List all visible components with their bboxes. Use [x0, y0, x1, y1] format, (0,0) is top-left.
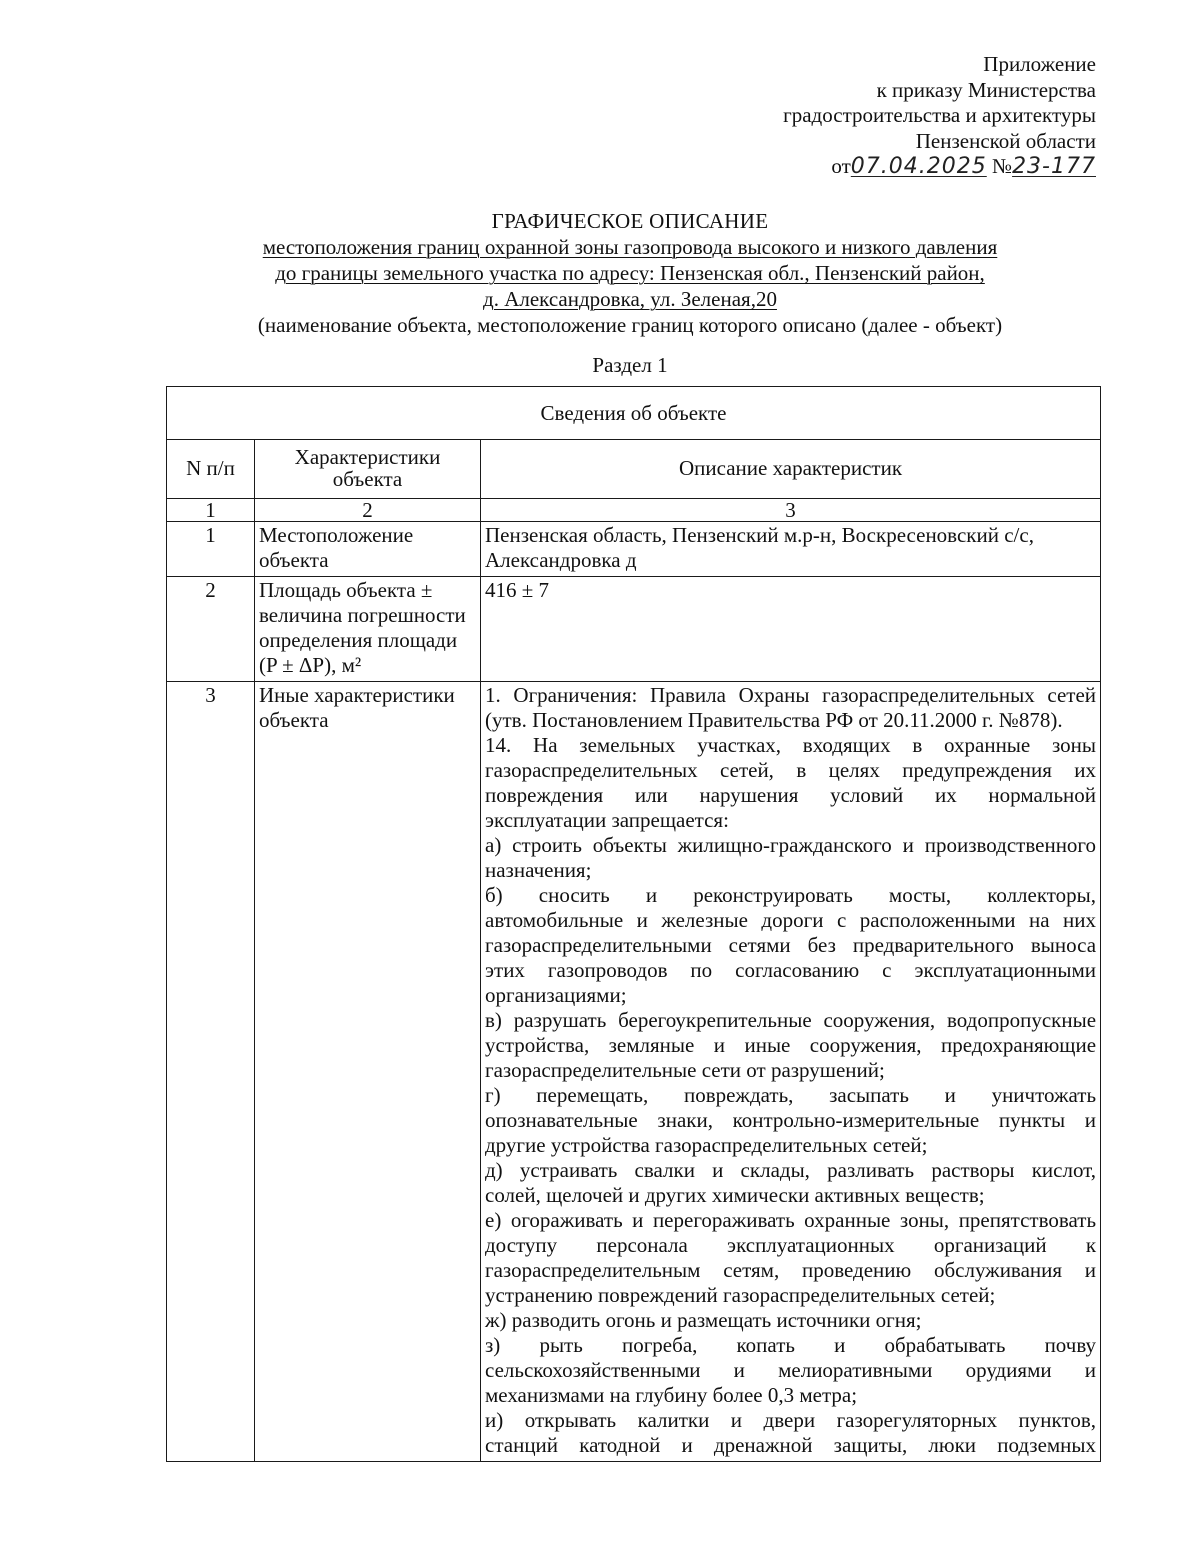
description-line: опознавательные знаки, контрольно-измерительные пункты и [485, 1108, 1097, 1132]
column-number-3: 3 [481, 499, 1101, 522]
appendix-region: Пензенской области [915, 128, 1096, 153]
header-characteristics: Характеристики объекта [255, 440, 481, 499]
description-line: устранению повреждений газораспределительных сетей; [485, 1283, 996, 1307]
object-info-table [166, 386, 1101, 1462]
object-name-line-3: д. Александровка, ул. Зеленая,20 [483, 287, 777, 311]
description-line: механизмами на глубину более 0,3 метра; [485, 1383, 858, 1407]
description-line: Александровка д [485, 548, 637, 572]
description-line: назначения; [485, 858, 592, 882]
description-line: доступу персонала эксплуатационных организаций к [485, 1233, 1097, 1257]
description-line: з) рыть погреба, копать и обрабатывать почву [485, 1333, 1097, 1357]
appendix-block [783, 52, 1096, 180]
object-name-line-2: до границы земельного участка по адресу: Пензенская обл., Пензенский район, [275, 261, 985, 285]
row-characteristic: Местоположение объекта [255, 522, 481, 577]
appendix-ministry: градостроительства и архитектуры [783, 103, 1096, 127]
appendix-order-ref: к приказу Министерства [876, 77, 1096, 102]
description-line: солей, щелочей и других химически активных веществ; [485, 1183, 985, 1207]
table-caption: Сведения об объекте [167, 387, 1101, 440]
description-line: в) разрушать берегоукрепительные сооружения, водопропускные [485, 1008, 1097, 1032]
row-characteristic [255, 577, 481, 682]
description-line: а) строить объекты жилищно-гражданского и производственного [485, 833, 1097, 857]
object-name-note: (наименование объекта, местоположение границ которого описано (далее - объект) [257, 313, 1003, 337]
characteristic-line: (P ± ΔP), м² [259, 653, 362, 677]
handwritten-date: 07.04.2025 [850, 154, 987, 179]
description-line: автомобильные и железные дороги с расположенными на них [485, 908, 1097, 932]
description-line: другие устройства газораспределительных сетей; [485, 1133, 928, 1157]
description-line: газораспределительных сетей, в целях предупреждения их [485, 758, 1097, 782]
characteristic-line: объекта [259, 708, 329, 732]
characteristic-line: Иные характеристики [259, 683, 455, 707]
number-prefix: № [992, 154, 1013, 178]
handwritten-number: 23-177 [1012, 154, 1096, 179]
row-description [481, 522, 1101, 577]
characteristic-line: определения площади [259, 628, 458, 652]
object-name-line-1: местоположения границ охранной зоны газопровода высокого и низкого давления [262, 235, 998, 259]
appendix-title: Приложение [983, 52, 1096, 76]
description-line: ж) разводить огонь и размещать источники огня; [485, 1308, 922, 1332]
description-line: г) перемещать, повреждать, засыпать и уничтожать [485, 1083, 1097, 1107]
description-line: 1. Ограничения: Правила Охраны газораспределительных сетей [485, 683, 1097, 707]
description-line: б) сносить и реконструировать мосты, коллекторы, [485, 883, 1097, 907]
characteristic-line: величина погрешности [259, 603, 466, 627]
description-line: газораспределительным сетям, проведению обслуживания и [485, 1258, 1097, 1282]
column-number-2: 2 [255, 499, 481, 522]
row-number: 3 [167, 682, 255, 1462]
characteristic-line: Площадь объекта ± [259, 578, 433, 602]
table-row [167, 577, 1101, 682]
description-line: газораспределительные сети от разрушений; [485, 1058, 885, 1082]
row-number: 2 [167, 577, 255, 682]
row-description [481, 682, 1101, 1462]
description-line: устройства, земляные и иные сооружения, предохраняющие [485, 1033, 1097, 1057]
document-heading: ГРАФИЧЕСКОЕ ОПИСАНИЕ [491, 209, 769, 233]
description-line: (утв. Постановлением Правительства РФ от 20.11.2000 г. №878). [485, 708, 1063, 732]
section-label: Раздел 1 [592, 353, 668, 377]
date-prefix: от [831, 154, 851, 178]
title-block [100, 208, 1160, 338]
description-line: сельскохозяйственными и мелиоративными орудиями и [485, 1358, 1097, 1382]
description-line: эксплуатации запрещается: [485, 808, 729, 832]
description-line: газораспределительными сетями без предварительного выноса [485, 933, 1097, 957]
row-characteristic [255, 682, 481, 1462]
description-line: д) устраивать свалки и склады, разливать растворы кислот, [485, 1158, 1097, 1182]
header-description: Описание характеристик [481, 440, 1101, 499]
description-line: повреждения или нарушения условий их нормальной [485, 783, 1097, 807]
description-line: Пензенская область, Пензенский м.р-н, Воскресеновский с/с, [485, 523, 1034, 547]
header-number: N п/п [167, 440, 255, 499]
table-row [167, 522, 1101, 577]
description-line: и) открывать калитки и двери газорегуляторных пунктов, [485, 1408, 1097, 1432]
description-line: е) огораживать и перегораживать охранные зоны, препятствовать [485, 1208, 1097, 1232]
appendix-date-line [783, 154, 1096, 180]
description-line: организациями; [485, 983, 627, 1007]
row-number: 1 [167, 522, 255, 577]
description-line: станций катодной и дренажной защиты, люки подземных [485, 1433, 1097, 1457]
table-row [167, 682, 1101, 1462]
column-number-1: 1 [167, 499, 255, 522]
description-line: 14. На земельных участках, входящих в охранные зоны [485, 733, 1097, 757]
row-description: 416 ± 7 [481, 577, 1101, 682]
description-line: этих газопроводов по согласованию с эксплуатационными [485, 958, 1097, 982]
